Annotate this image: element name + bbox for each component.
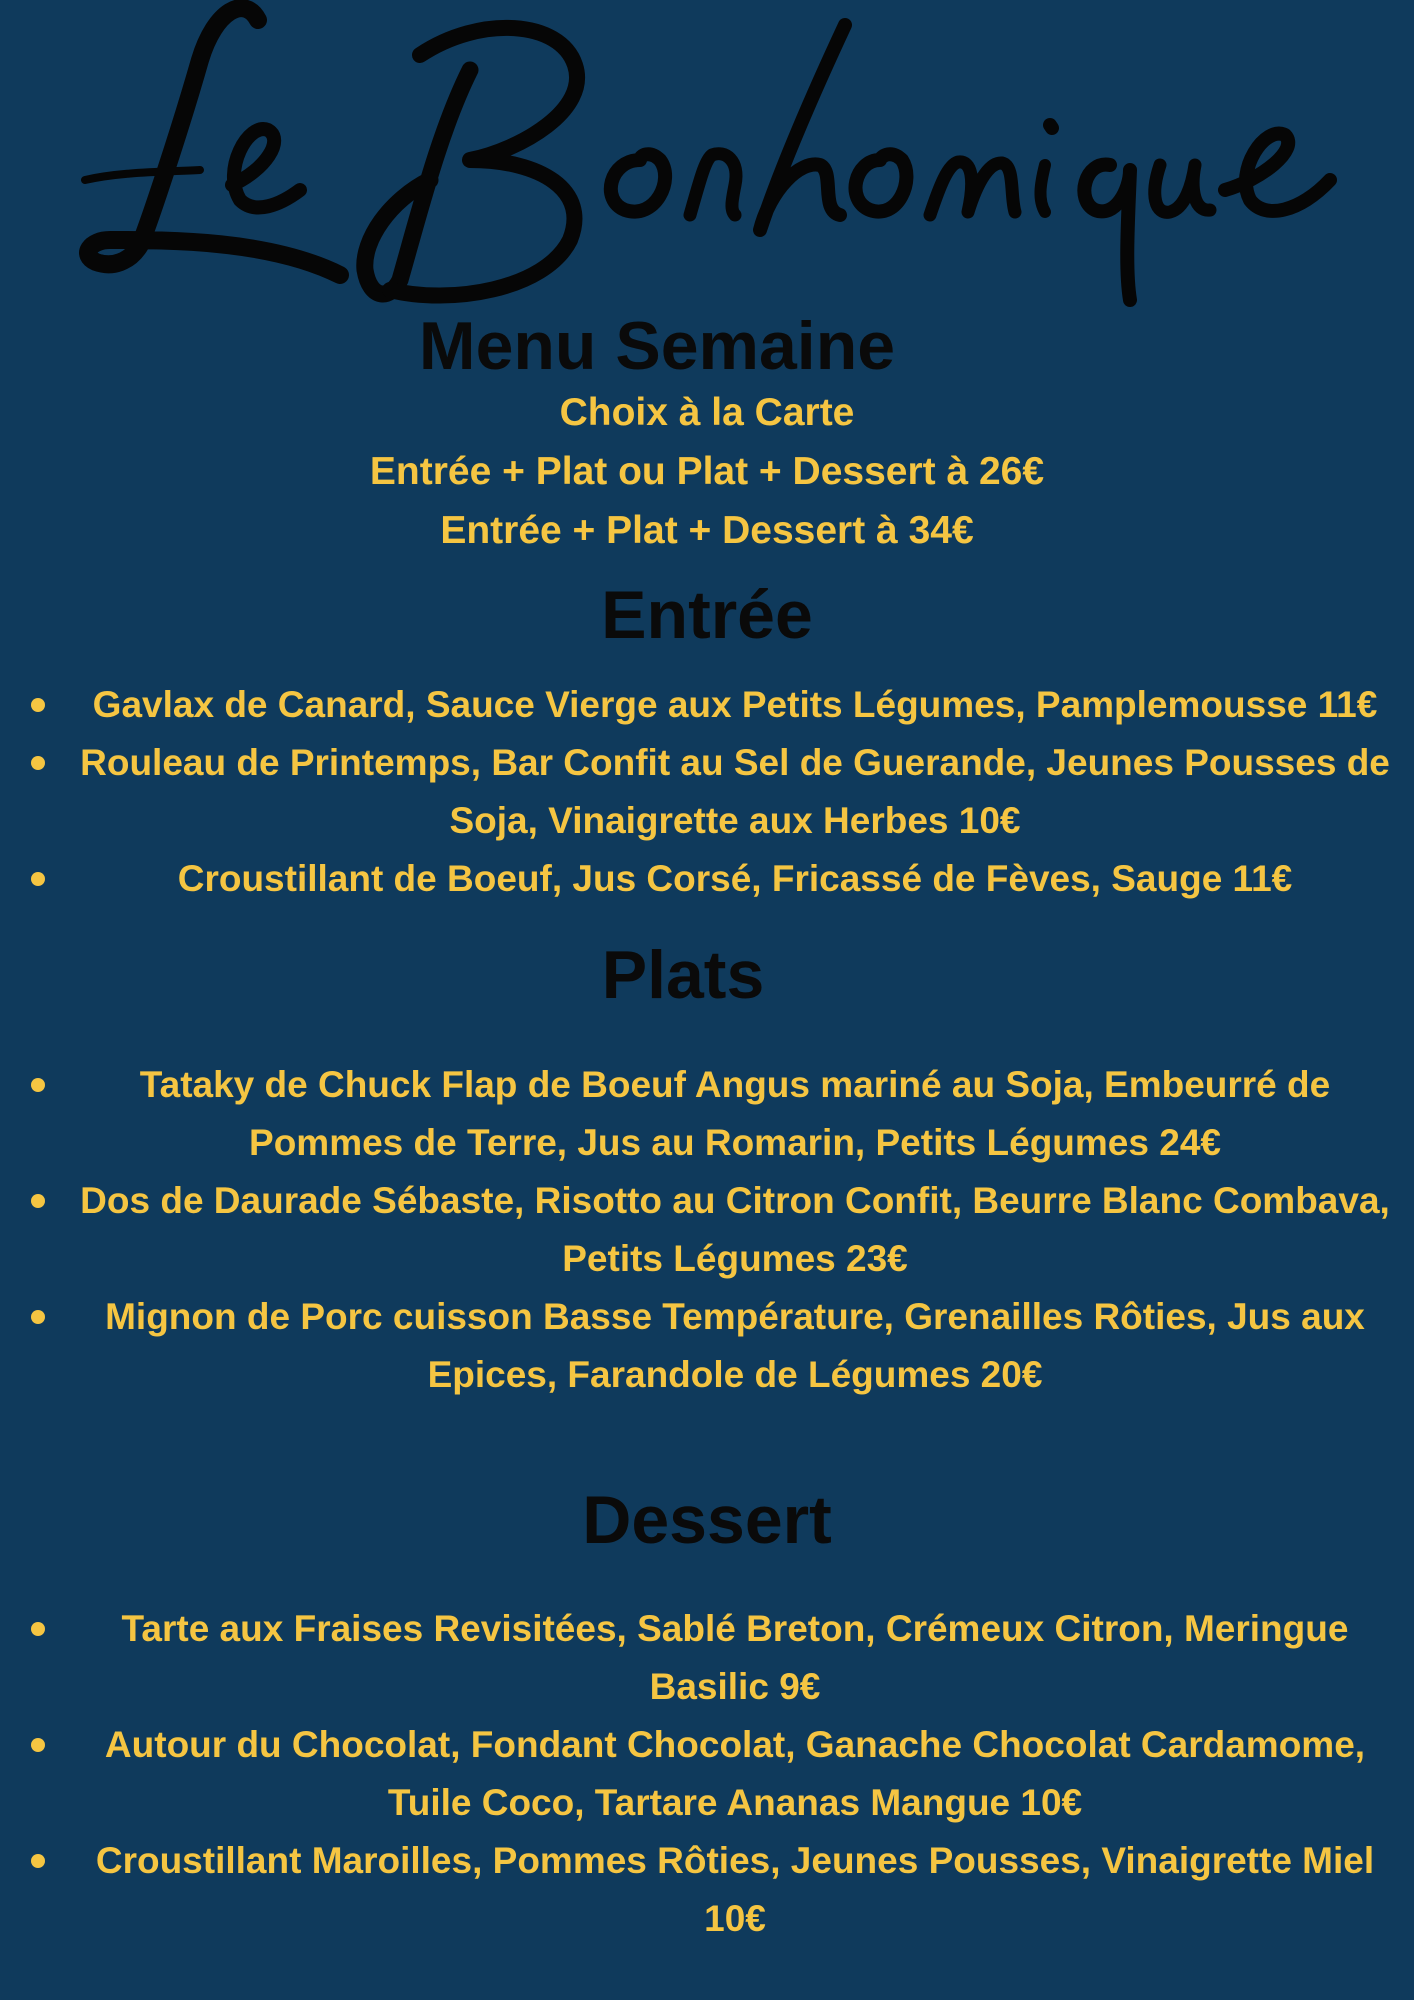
list-item xyxy=(0,1600,1414,1716)
menu-item-text: Autour du Chocolat, Fondant Chocolat, Ganache Chocolat Cardamome, Tuile Coco, Tartare Ananas Mangue 10€ xyxy=(104,1724,1366,1823)
bullet-dot-icon xyxy=(31,1310,45,1324)
restaurant-logo xyxy=(0,0,1414,320)
dessert-list xyxy=(0,1600,1414,1948)
section-title-dessert: Dessert xyxy=(582,1482,832,1558)
offer-line-three-courses: Entrée + Plat + Dessert à 34€ xyxy=(440,509,974,552)
bullet-dot-icon xyxy=(31,1738,45,1752)
list-item xyxy=(0,1832,1414,1948)
list-item xyxy=(0,1056,1414,1172)
bullet-dot-icon xyxy=(31,1194,45,1208)
bullet-dot-icon xyxy=(31,698,45,712)
offer-line-two-courses: Entrée + Plat ou Plat + Dessert à 26€ xyxy=(369,450,1045,493)
list-item xyxy=(0,850,1414,908)
menu-item-text: Mignon de Porc cuisson Basse Température, Grenailles Rôties, Jus aux Epices, Farandole de Légumes 20€ xyxy=(105,1296,1365,1395)
menu-item-text: Tataky de Chuck Flap de Boeuf Angus mariné au Soja, Embeurré de Pommes de Terre, Jus au Romarin, Petits Légumes 24€ xyxy=(139,1064,1331,1163)
menu-item-text: Tarte aux Fraises Revisitées, Sablé Breton, Crémeux Citron, Meringue Basilic 9€ xyxy=(121,1608,1349,1707)
menu-item-text: Rouleau de Printemps, Bar Confit au Sel de Guerande, Jeunes Pousses de Soja, Vinaigrette aux Herbes 10€ xyxy=(80,742,1390,841)
section-title-plats: Plats xyxy=(601,937,765,1013)
plats-list xyxy=(0,1056,1414,1404)
menu-title: Menu Semaine xyxy=(418,308,896,384)
bullet-dot-icon xyxy=(31,1622,45,1636)
menu-item-text: Croustillant de Boeuf, Jus Corsé, Fricassé de Fèves, Sauge 11€ xyxy=(177,858,1293,899)
menu-item-text: Gavlax de Canard, Sauce Vierge aux Petits Légumes, Pamplemousse 11€ xyxy=(92,684,1378,725)
menu-item-text: Dos de Daurade Sébaste, Risotto au Citron Confit, Beurre Blanc Combava, Petits Légumes 23€ xyxy=(80,1180,1390,1279)
restaurant-logo-script xyxy=(0,0,1414,320)
bullet-dot-icon xyxy=(31,1854,45,1868)
list-item xyxy=(0,1288,1414,1404)
list-item xyxy=(0,1172,1414,1288)
bullet-dot-icon xyxy=(31,756,45,770)
section-title-entree: Entrée xyxy=(601,577,813,653)
bullet-dot-icon xyxy=(31,872,45,886)
offer-line-carte: Choix à la Carte xyxy=(559,391,855,434)
menu-item-text: Croustillant Maroilles, Pommes Rôties, Jeunes Pousses, Vinaigrette Miel 10€ xyxy=(95,1840,1375,1939)
list-item xyxy=(0,676,1414,734)
bullet-dot-icon xyxy=(31,1078,45,1092)
list-item xyxy=(0,734,1414,850)
entree-list xyxy=(0,676,1414,908)
list-item xyxy=(0,1716,1414,1832)
